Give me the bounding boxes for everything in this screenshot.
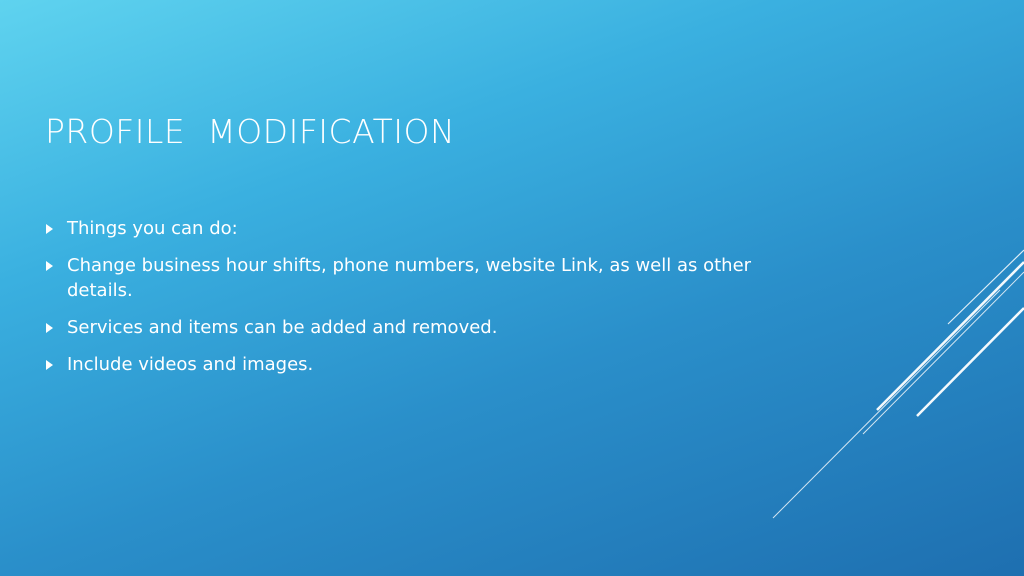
- bullet-item: [45, 315, 765, 340]
- bullet-text: Include videos and images.: [67, 354, 314, 375]
- bullet-text: Services and items can be added and removed.: [67, 317, 498, 338]
- bullet-text: Change business hour shifts, phone numbers, website Link, as well as other details.: [67, 255, 752, 301]
- triangle-right-icon: [46, 323, 53, 333]
- triangle-right-icon: [46, 224, 53, 234]
- bullet-list: [45, 216, 765, 389]
- deco-line: [917, 308, 1024, 416]
- triangle-right-icon: [46, 261, 53, 271]
- deco-line: [948, 250, 1024, 324]
- slide-title: PROFILE MODIFICATION: [45, 112, 456, 151]
- deco-line: [773, 290, 1000, 518]
- bullet-item: [45, 352, 765, 377]
- deco-line: [863, 272, 1024, 434]
- deco-line: [877, 262, 1024, 410]
- bullet-item: [45, 216, 765, 241]
- triangle-right-icon: [46, 360, 53, 370]
- bullet-item: [45, 253, 765, 303]
- bullet-text: Things you can do:: [67, 218, 238, 239]
